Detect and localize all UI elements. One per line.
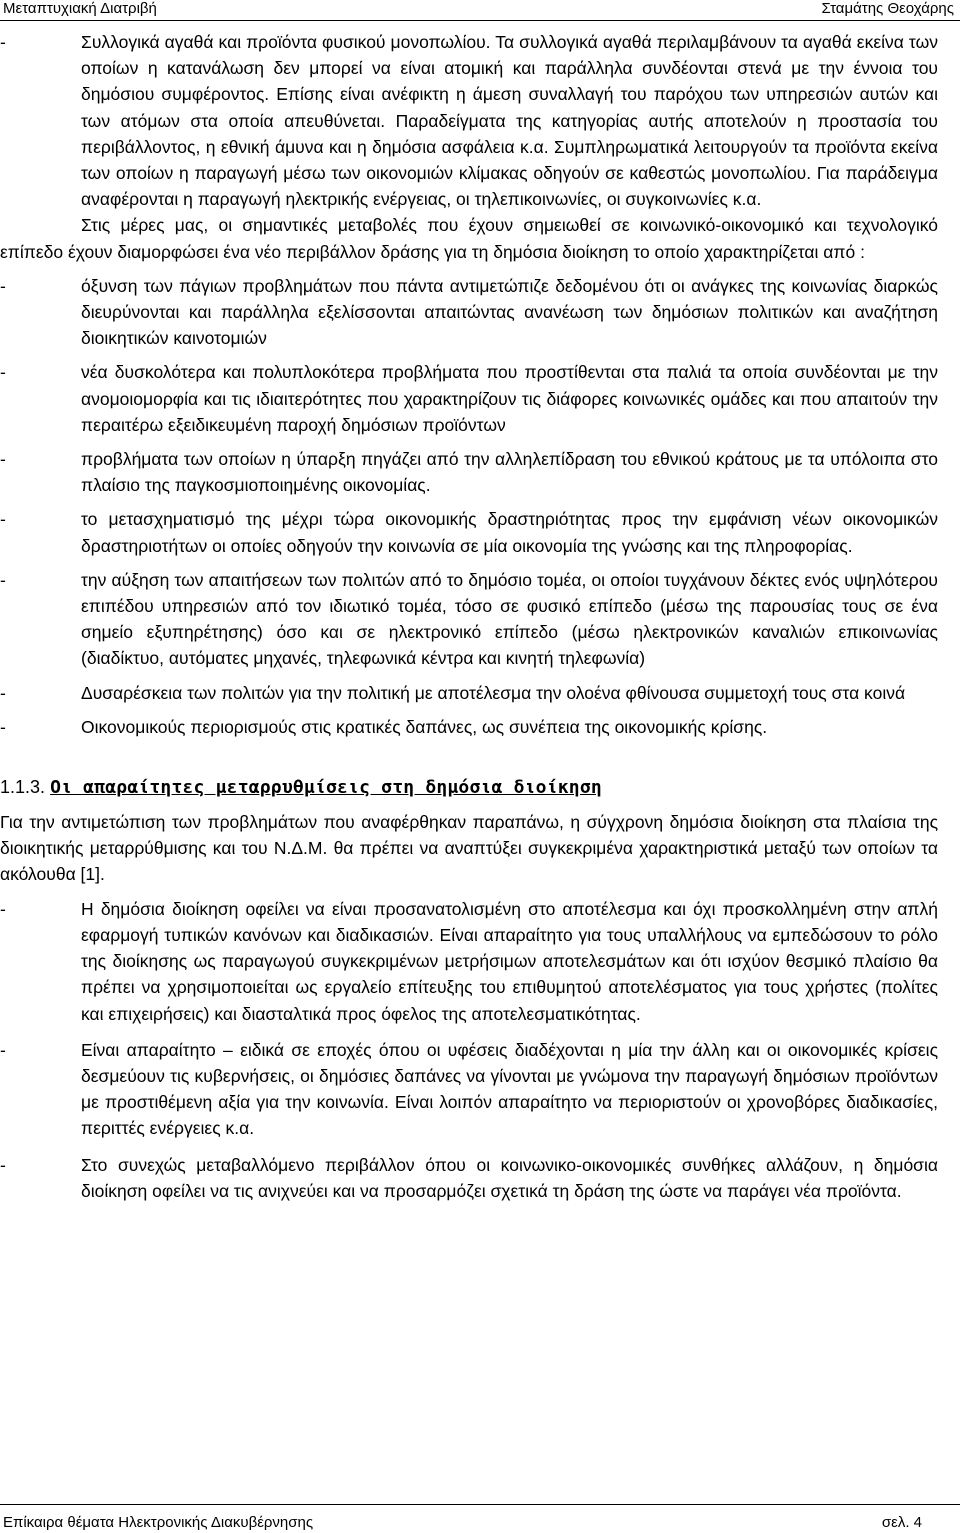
list-item [0,1037,938,1142]
list-item [0,567,938,672]
list-item-text: Συλλογικά αγαθά και προϊόντα φυσικού μονοπωλίου. Τα συλλογικά αγαθά περιλαμβάνουν τα αγαθά εκείνα των οποίων η κατανάλωση δεν μπορεί να είναι ατομική και παράλληλα συνδέονται στενά με την έννοια του δημόσιου συμφέροντος. Επίσης είναι ανέφικτη η άμεση συναλλαγή του παρόχου των υπηρεσιών αυτών και των ατόμων στα οποία απευθύνεται. Παραδείγματα της κατηγορίας αυτής αποτελούν η προστασία του περιβάλλοντος, η εθνική άμυνα και η δημόσια ασφάλεια κ.α. Συμπληρωματικά λειτουργούν τα προϊόντα εκείνα των οποίων η παραγωγή μέσω των οικονομιών κλίμακας οδηγούν σε καθεστώς μονοπωλίου. Για παράδειγμα αναφέρονται η παραγωγή ηλεκτρικής ενέργειας, οι τηλεπικοινωνίες, οι συγκοινωνίες κ.α. [81,32,938,210]
section-heading [0,774,938,801]
bullet-dash: - [0,1154,6,1175]
list-item-text: προβλήματα των οποίων η ύπαρξη πηγάζει από την αλληλεπίδραση του εθνικού κράτους με τα υπόλοιπα στο πλαίσιο της παγκοσμιοποιημένης οικονομίας. [81,449,938,496]
list-item [0,29,938,212]
bullet-dash: - [0,449,6,470]
page-number: σελ. 4 [881,1514,922,1531]
section-title: Οι απαραίτητες μεταρρυθμίσεις στη δημόσια διοίκηση [50,777,602,799]
list-item [0,446,938,498]
footer-course-title: Επίκαιρα θέματα Ηλεκτρονικής Διακυβέρνησης [3,1514,314,1531]
list-item [0,714,938,740]
list-item-text: Η δημόσια διοίκηση οφείλει να είναι προσανατολισμένη στο αποτέλεσμα και όχι προσκολλημένη στην απλή εφαρμογή τυπικών κανόνων και διαδικασιών. Είναι απαραίτητο για τους υπαλλήλους να εμπεδώσουν το ρόλο της διοίκησης ως παραγωγού συγκεκριμένων μετρήσιμων αποτελεσμάτων και ότι ισχύον θεσμικό πλαίσιο θα πρέπει να χρησιμοποιείται ως εργαλείο επίτευξης του επιθυμητού αποτελέσματος για τους χρήστες (πολίτες και επιχειρήσεις) και διασταλτικά προς όφελος της αποτελεσματικότητας. [81,898,938,1024]
list-item-text: Στο συνεχώς μεταβαλλόμενο περιβάλλον όπου οι κοινωνικο-οικονομικές συνθήκες αλλάζουν, η δημόσια διοίκηση οφείλει να τις ανιχνεύει και να προσαρμόζει σχετικά τη δράση της ώστε να παράγει νέα προϊόντα. [81,1154,938,1201]
list-item [0,273,938,352]
paragraph: Για την αντιμετώπιση των προβλημάτων που αναφέρθηκαν παραπάνω, η σύγχρονη δημόσια διοίκηση στα πλαίσια της διοικητικής μεταρρύθμισης και του Ν.Δ.Μ. θα πρέπει να αναπτύξει συγκεκριμένα χαρακτηριστικά μεταξύ των οποίων τα ακόλουθα [1]. [0,812,938,885]
list-item-text: Είναι απαραίτητο – ειδικά σε εποχές όπου οι υφέσεις διαδέχονται η μία την άλλη και οι οικονομικές κρίσεις δεσμεύουν τις κυβερνήσεις, οι δημόσιες δαπάνες να γίνονται με γνώμονα την παραγωγή δημόσιων προϊόντων με προστιθέμενη αξία για την κοινωνία. Είναι λοιπόν απαραίτητο να περιοριστούν οι χρονοβόρες διαδικασίες, περιττές ενέργειες κ.α. [81,1039,938,1139]
list-item-text: νέα δυσκολότερα και πολυπλοκότερα προβλήματα που προστίθενται στα παλιά τα οποία συνδέονται με την ανομοιομορφία και τις ιδιαιτερότητες που χαρακτηρίζουν τις διάφορες κοινωνικές ομάδες και που απαιτούν την περαιτέρω εξειδικευμένη παροχή δημόσιων προϊόντων [81,362,938,435]
list-item-text: Δυσαρέσκεια των πολιτών για την πολιτική με αποτέλεσμα την ολοένα φθίνουσα συμμετοχή τους στα κοινά [81,682,906,703]
list-item [0,1152,938,1204]
list-item [0,359,938,438]
page-header [0,0,960,18]
bullet-dash: - [0,569,6,590]
footer-divider [0,1504,960,1505]
page-footer [0,1504,960,1533]
bullet-dash: - [0,898,6,919]
list-item [0,896,938,1027]
paragraph: Στις μέρες μας, οι σημαντικές μεταβολές που έχουν σημειωθεί σε κοινωνικό-οικονομικό και τεχνολογικό επίπεδο έχουν διαμορφώσει ένα νέο περιβάλλον δράσης για τη δημόσια διοίκηση το οποίο χαρακτηρίζεται από : [0,215,938,262]
list-item-text: την αύξηση των απαιτήσεων των πολιτών από το δημόσιο τομέα, οι οποίοι τυγχάνουν δέκτες ενός υψηλότερου επιπέδου υπηρεσιών από τον ιδιωτικό τομέα, τόσο σε φυσικό επίπεδο (μέσω της παρουσίας τους σε ένα σημείο εξυπηρέτησης) όσο και σε ηλεκτρονικό επίπεδο (μέσω ηλεκτρονικών καναλιών επικοινωνίας (διαδίκτυο, αυτόματες μηχανές, τηλεφωνικά κέντρα και κινητή τηλεφωνία) [81,569,938,669]
bullet-dash: - [0,1039,6,1060]
document-body [0,29,938,1204]
bullet-dash: - [0,32,6,52]
bullet-dash: - [0,275,6,296]
list-item-text: Οικονομικούς περιορισμούς στις κρατικές δαπάνες, ως συνέπεια της οικονομικής κρίσης. [81,716,768,737]
header-thesis-label: Μεταπτυχιακή Διατριβή [3,0,157,17]
bullet-dash: - [0,362,6,383]
list-item-text: το μετασχηματισμό της μέχρι τώρα οικονομικής δραστηριότητας προς την εμφάνιση νέων οικονομικών δραστηριοτήτων οι οποίες οδηγούν την κοινωνία σε μία οικονομία της γνώσης και της πληροφορίας. [81,509,938,556]
bullet-dash: - [0,682,6,703]
header-divider [0,20,960,21]
list-item [0,506,938,558]
bullet-dash: - [0,716,6,737]
header-author-name: Σταμάτης Θεοχάρης [821,0,954,17]
list-item-text: όξυνση των πάγιων προβλημάτων που πάντα αντιμετώπιζε δεδομένου ότι οι ανάγκες της κοινωνίας διαρκώς διευρύνονται και παράλληλα εξελίσσονται απαιτώντας ανανέωση των δημόσιων πολιτικών και αναζήτηση διοικητικών καινοτομιών [81,275,938,349]
section-number: 1.1.3. [0,777,46,798]
bullet-dash: - [0,509,6,530]
list-item [0,680,938,706]
